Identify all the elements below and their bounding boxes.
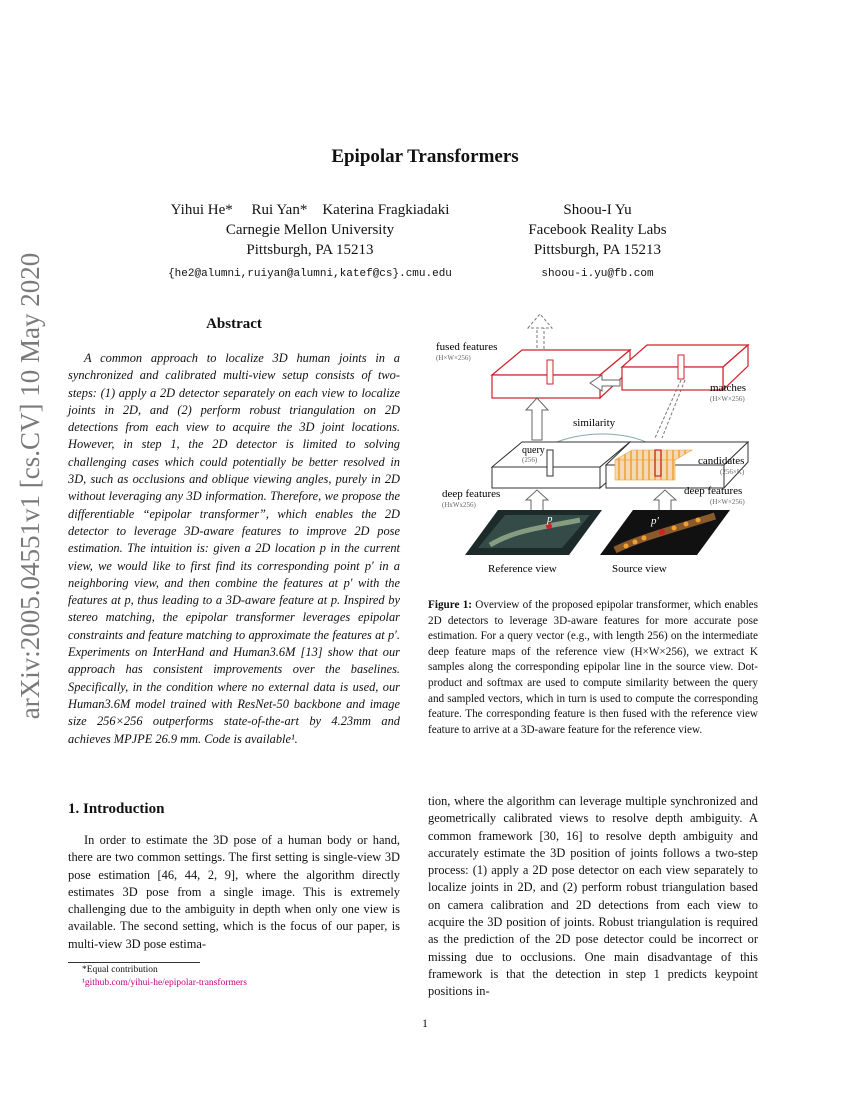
footnote-rule (68, 962, 200, 963)
query-label: query (522, 445, 545, 456)
candidates-label: candidates (698, 455, 745, 467)
deep-features-right-label: deep features (684, 485, 743, 497)
footnote-code-link[interactable]: ¹github.com/yihui-he/epipolar-transformers (82, 978, 247, 988)
arxiv-stamp: arXiv:2005.04551v1 [cs.CV] 10 May 2020 (15, 252, 45, 720)
introduction-heading: 1. Introduction (68, 801, 165, 817)
email-right: shoou-i.yu@fb.com (541, 268, 654, 280)
output-arrow (528, 314, 552, 350)
author-block-left (100, 200, 520, 284)
affiliation-left: Carnegie Mellon University (225, 222, 395, 238)
introduction-body (68, 832, 400, 953)
address-left: Pittsburgh, PA 15213 (246, 242, 374, 258)
matches-dim: (H×W×256) (710, 395, 745, 403)
figure-1-diagram (430, 310, 770, 585)
author-block-right (490, 200, 705, 284)
reference-view-image (465, 510, 602, 555)
introduction-text: In order to estimate the 3D pose of a human body or hand, there are two common settings. The first setting is single-view 3D pose estimation [46, 44, 2, 9], where the algorithm directly estimates 3D pose from a single image. This is extremely challenging due to the ambiguity in depth when only one view is available. The second setting, which is the focus of our paper, is multi-view 3D pose estima- (68, 833, 400, 951)
deep-features-right-dim: (H×W×256) (710, 498, 745, 506)
email-left: {he2@alumni,ruiyan@alumni,katef@cs}.cmu.edu (168, 268, 452, 280)
point-p-prime-label: p′ (651, 515, 659, 527)
matches-label: matches (710, 382, 747, 394)
footnotes (82, 964, 402, 990)
deep-features-left-dim: (HxWx256) (442, 501, 476, 509)
similarity-label: similarity (573, 417, 616, 429)
fused-features-dim: (H×W×256) (436, 354, 471, 362)
caption-text: Overview of the proposed epipolar transformer, which enables 2D detectors to leverage 3D-aware features for more accurate pose estimation. For a query vector (e.g., with length 256) on the intermediate deep feature maps of the reference view (H×W×256), we extract K samples along the corresponding epipolar line in the source view. Dot-product and softmax are used to compute similarity between the query and sampled vectors, which in turn is used to compute the corresponding feature. The corresponding feature is then fused with the reference view feature to arrive at a 3D-aware feature for the reference view. (428, 599, 759, 736)
query-up-arrow (526, 398, 548, 440)
source-view-image (600, 510, 730, 555)
author-names-right: Shoou-I Yu (563, 202, 632, 218)
caption-label: Figure 1: (428, 599, 473, 611)
introduction-continued-text: tion, where the algorithm can leverage multiple synchronized and geometrically calibrated views to resolve depth ambiguity. A common framework [30, 16] to resolve depth ambiguity and accurately estimate the 3D position of joints follows a two-step process: (1) apply a 2D pose detector on each view separately to localize joints in 2D, and (2) perform robust triangulation based on camera calibration and 2D detections from each view to acquire the 3D position of joints. Robust triangulation is required as the prediction of the 2D pose detector could be incorrect or missing due to occlusions. One main disadvantage of this framework is that the detection in step 1 predicts keypoint positions in- (428, 794, 758, 999)
footnote-equal-contribution: *Equal contribution (82, 965, 158, 975)
fused-features-block (492, 350, 630, 398)
abstract-text: A common approach to localize 3D human joints in a synchronized and calibrated multi-view setup consists of two-steps: (1) apply a 2D detector separately on each view to localize joints in 2D, and (2) perform robust triangulation on 2D detections from each view to acquire the 3D joint locations. However, in step 1, the 2D detector is limited to solving challenging cases which could potentially be better resolved in 3D, such as occlusions and oblique viewing angles, purely in 2D without leveraging any 3D information. Therefore, we propose the differentiable “epipolar transformer”, which enables the 2D detector to leverage 3D-aware features to improve 2D pose estimation. The intuition is: given a 2D location p in the current view, we would like to first find its corresponding point p′ in a neighboring view, and then combine the features at p′ with the features at p, thus leading to a 3D-aware feature at p. Inspired by stereo matching, the epipolar transformer leverages epipolar constraints and feature matching to approximate the features at p′. Experiments on InterHand and Human3.6M [13] show that our approach has consistent improvements over the baselines. Specifically, in the condition where no external data is used, our Human3.6M model trained with ResNet-50 backbone and image size 256×256 outperforms state-of-the-art by 4.23mm and achieves MPJPE 26.9 mm. Code is available¹. (68, 351, 400, 746)
paper-title: Epipolar Transformers (331, 146, 519, 167)
abstract-heading: Abstract (206, 316, 262, 332)
deep-features-left-label: deep features (442, 488, 501, 500)
author-names-left: Yihui He* Rui Yan* Katerina Fragkiadaki (170, 202, 450, 218)
affiliation-right: Facebook Reality Labs (528, 222, 667, 238)
introduction-continued (428, 793, 758, 1001)
address-right: Pittsburgh, PA 15213 (533, 242, 662, 258)
query-dim: (256) (522, 456, 538, 464)
reference-view-label: Reference view (488, 563, 557, 575)
candidates-dim: (256×K) (720, 468, 745, 476)
page-number: 1 (422, 1016, 428, 1030)
abstract-body (68, 350, 400, 748)
source-view-label: Source view (612, 563, 667, 575)
point-p-label: p (547, 513, 553, 525)
figure-1-caption (428, 598, 758, 738)
fused-features-label: fused features (436, 341, 498, 353)
